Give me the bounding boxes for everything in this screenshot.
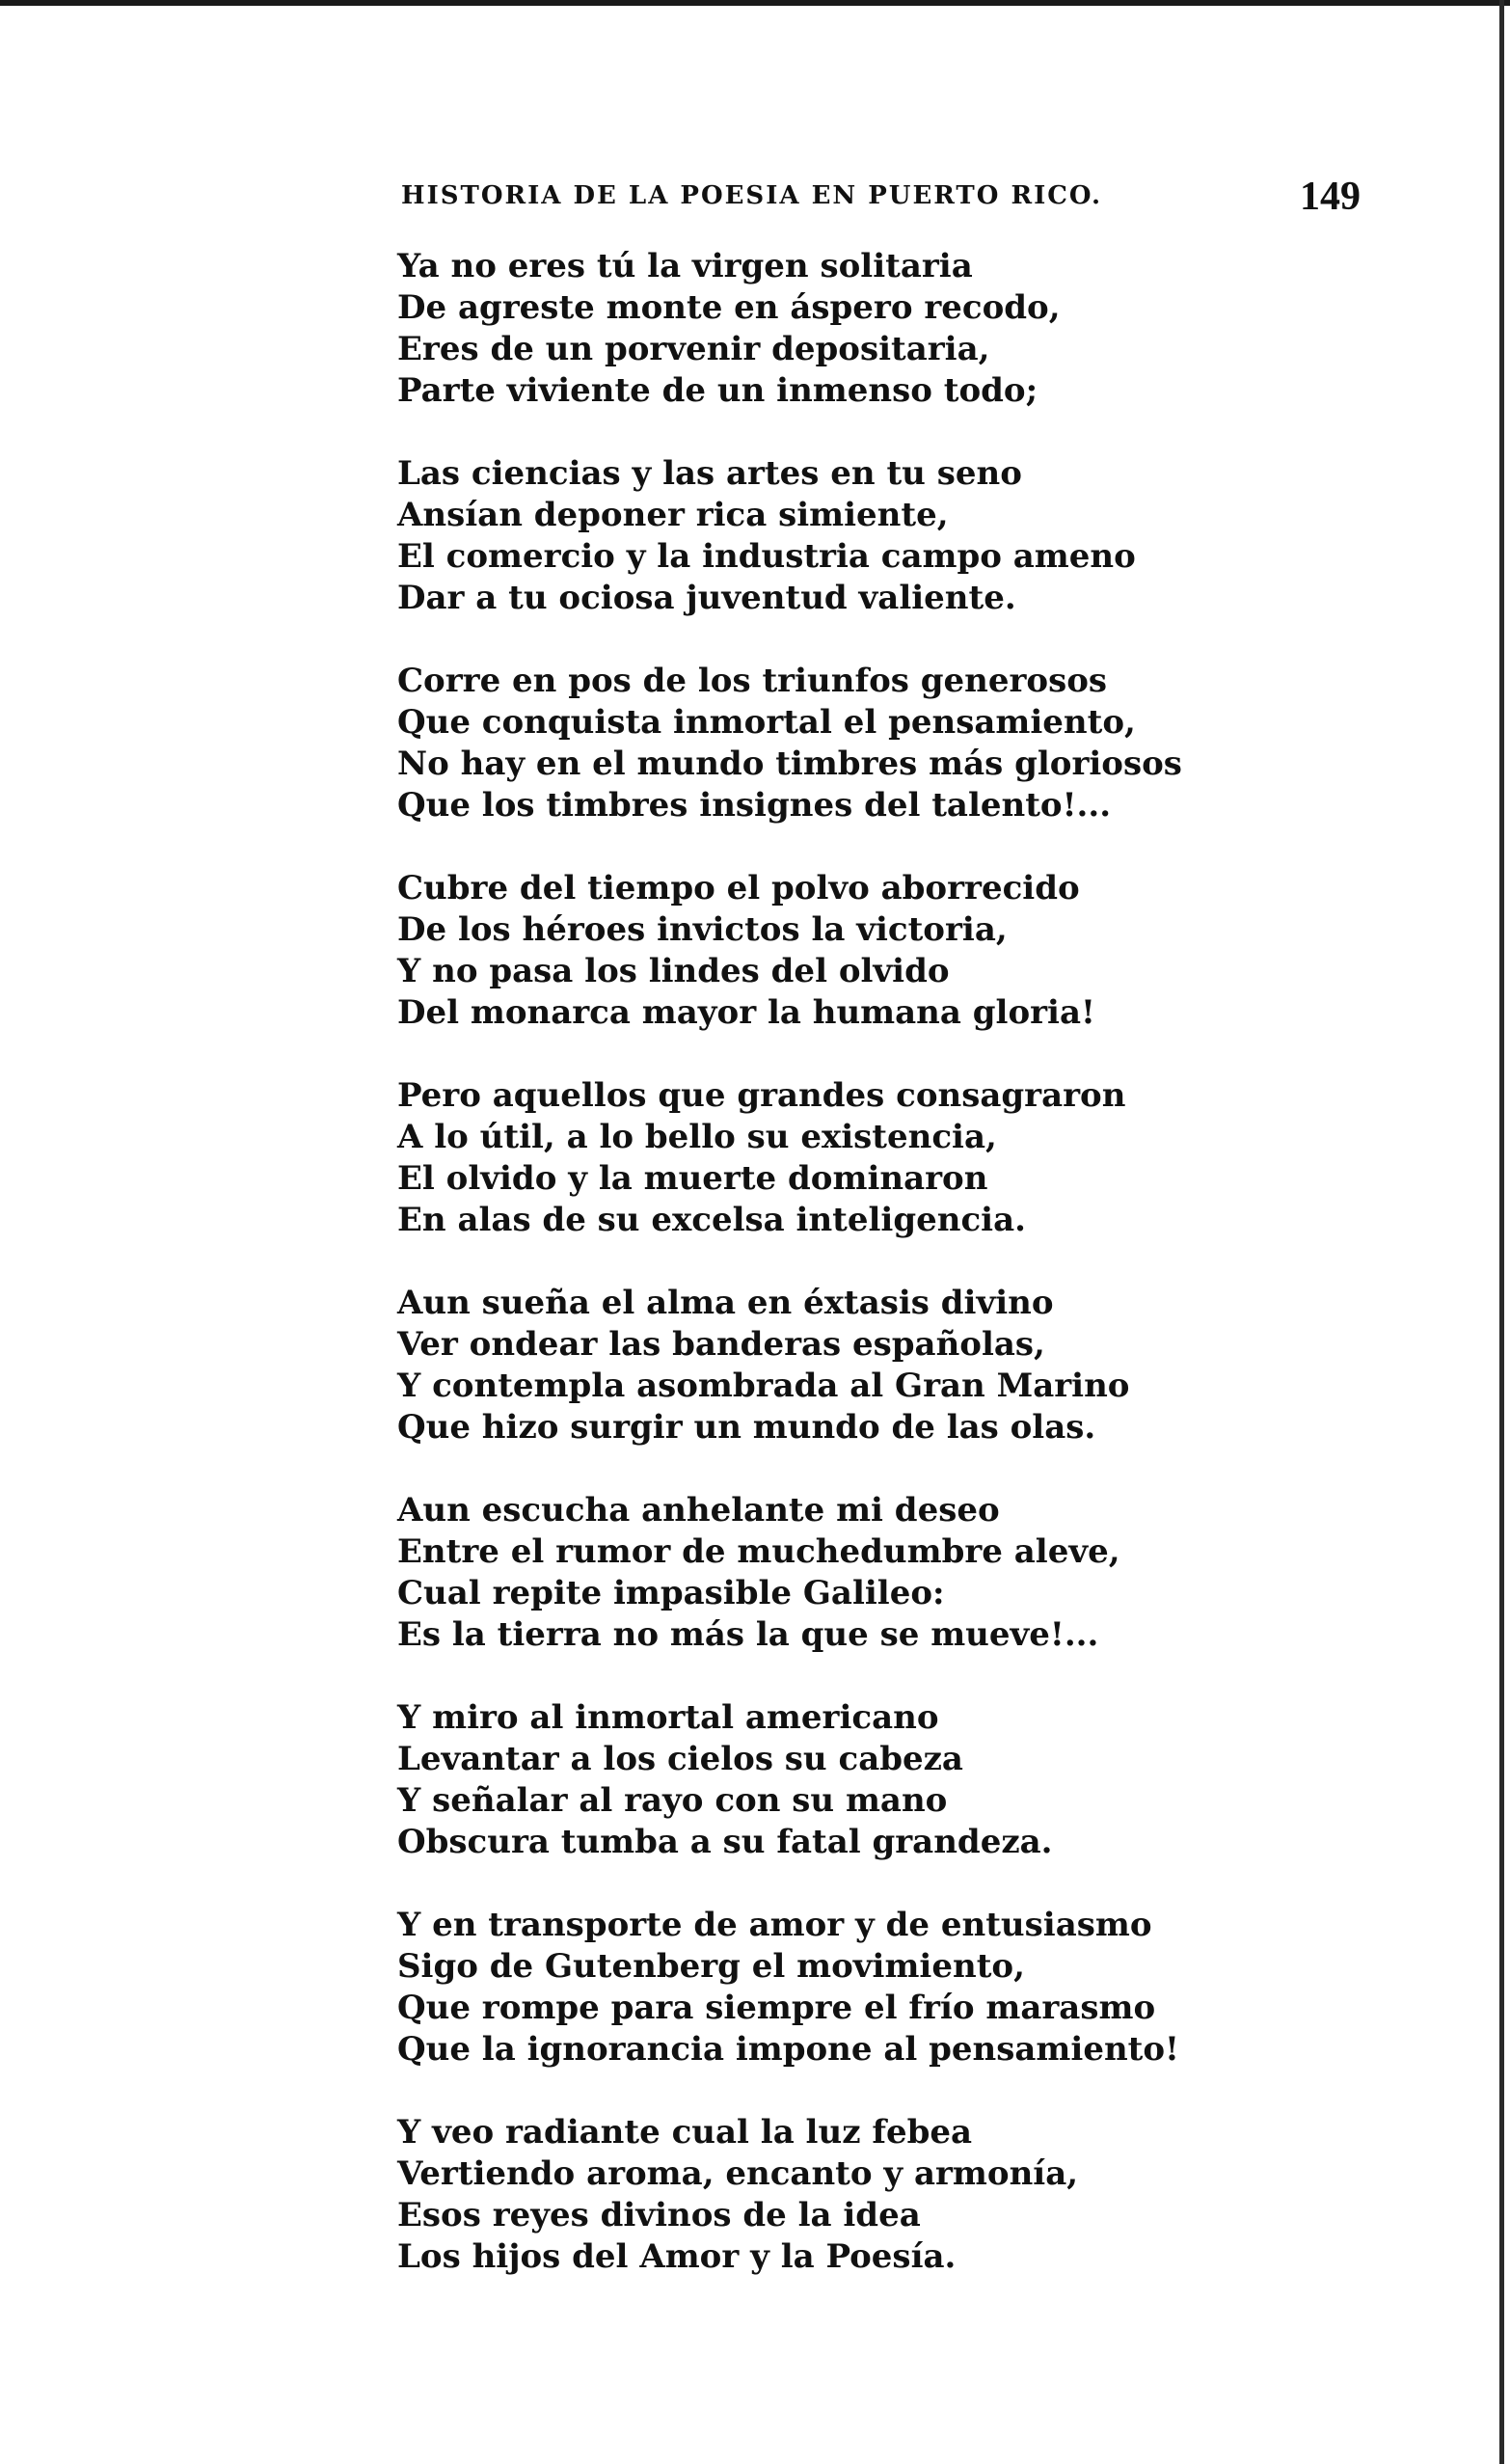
verse-line: Cual repite impasible Galileo: [397,1574,945,1612]
verse-line: Y miro al inmortal americano [397,1698,939,1737]
verse-line: Y veo radiante cual la luz febea [397,2113,973,2152]
stanza-7 [397,1490,1362,1656]
verse-line: Ver ondear las banderas españolas, [397,1325,1045,1364]
verse-line: El comercio y la industria campo ameno [397,537,1136,576]
verse-line: Que la ignorancia impone al pensamiento! [397,2030,1179,2069]
verse-line: A lo útil, a lo bello su existencia, [397,1118,997,1156]
verse-line: Esos reyes divinos de la idea [397,2196,921,2234]
top-edge-rule [0,0,1510,6]
stanza-2 [397,453,1362,619]
running-title: HISTORIA DE LA POESIA EN PUERTO RICO. [401,181,1103,210]
verse-line: Que los timbres insignes del talento!... [397,786,1112,825]
verse-line: De agreste monte en áspero recodo, [397,288,1061,327]
verse-line: El olvido y la muerte dominaron [397,1159,988,1198]
verse-line: Sigo de Gutenberg el movimiento, [397,1947,1025,1986]
verse-line: Pero aquellos que grandes consagraron [397,1076,1126,1115]
verse-line: Ansían deponer rica simiente, [397,496,949,534]
verse-line: Corre en pos de los triunfos generosos [397,662,1108,700]
verse-line: Obscura tumba a su fatal grandeza. [397,1823,1053,1861]
verse-line: Aun escucha anhelante mi deseo [397,1491,1000,1530]
verse-line: Y contempla asombrada al Gran Marino [397,1367,1130,1405]
verse-line: Del monarca mayor la humana gloria! [397,993,1095,1032]
verse-line: No hay en el mundo timbres más gloriosos [397,745,1182,783]
verse-line: Cubre del tiempo el polvo aborrecido [397,869,1080,907]
stanza-5 [397,1075,1362,1241]
running-head [401,174,1365,222]
verse-line: De los héroes invictos la victoria, [397,910,1008,949]
page-number: 149 [1300,175,1361,219]
verse-line: Los hijos del Amor y la Poesía. [397,2237,957,2276]
verse-line: Eres de un porvenir depositaria, [397,330,990,368]
stanza-8 [397,1697,1362,1863]
right-edge-rule [1499,0,1504,2464]
verse-line: Vertiendo aroma, encanto y armonía, [397,2154,1079,2193]
verse-line: Aun sueña el alma en éxtasis divino [397,1284,1054,1322]
poem [397,246,1362,2319]
verse-line: Y señalar al rayo con su mano [397,1781,948,1820]
verse-line: Y no pasa los lindes del olvido [397,952,950,990]
verse-line: Que rompe para siempre el frío marasmo [397,1989,1156,2027]
verse-line: Que hizo surgir un mundo de las olas. [397,1408,1096,1447]
verse-line: Que conquista inmortal el pensamiento, [397,703,1136,742]
verse-line: Ya no eres tú la virgen solitaria [397,247,973,285]
verse-line: Entre el rumor de muchedumbre aleve, [397,1532,1120,1571]
stanza-10 [397,2112,1362,2278]
verse-line: Levantar a los cielos su cabeza [397,1740,963,1778]
stanza-1 [397,246,1362,412]
stanza-6 [397,1283,1362,1449]
verse-line: Y en transporte de amor y de entusiasmo [397,1906,1152,1944]
stanza-9 [397,1905,1362,2071]
stanza-4 [397,868,1362,1034]
verse-line: Las ciencias y las artes en tu seno [397,454,1022,493]
verse-line: Es la tierra no más la que se mueve!... [397,1615,1099,1654]
verse-line: En alas de su excelsa inteligencia. [397,1201,1026,1239]
stanza-3 [397,661,1362,826]
verse-line: Parte viviente de un inmenso todo; [397,371,1038,410]
verse-line: Dar a tu ociosa juventud valiente. [397,579,1016,617]
